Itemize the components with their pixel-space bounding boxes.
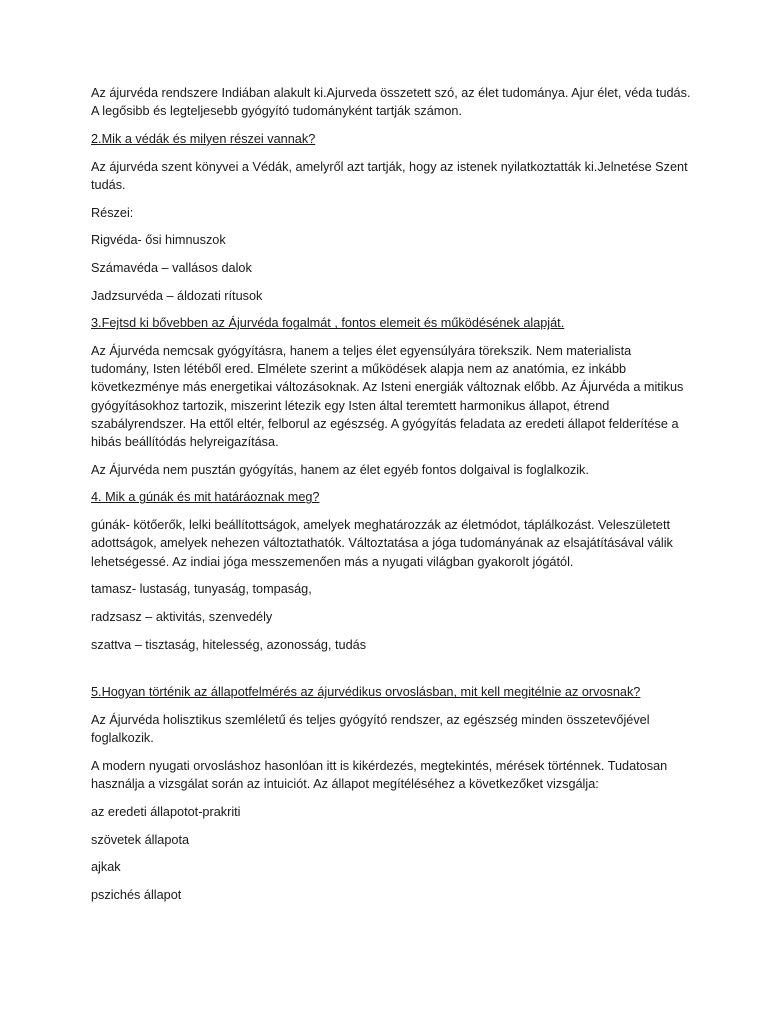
q4-list-item: szattva – tisztaság, hitelesség, azonosság, tudás <box>91 637 367 652</box>
q2-parts-label: Részei: <box>91 205 134 220</box>
q5-list-item: ajkak <box>91 860 121 875</box>
q2-list-item: Számavéda – vallásos dalok <box>91 260 252 275</box>
spacer <box>91 663 691 683</box>
q3-paragraph-1: Az Ájurvéda nemcsak gyógyításra, hanem a teljes élet egyensúlyára törekszik. Nem materialista tudomány, Isten létéből ered. Elmélete szerint a működések alapja nem az anatómia, ez inkább következménye más energetikai változásoknak. Az Isteni energiák változnak előbb. Az Ájurvéda a mitikus gyógyításokhoz tartozik, miszerint létezik egy Isten által teremtett harmonikus állapot, étrend szabályrendszer. Ha ettől eltér, felborul az egészség. A gyógyítás feladata az eredeti állapot felderítése a hibás beállítódás helyreigazítása. <box>91 344 684 450</box>
intro-paragraph: Az ájurvéda rendszere Indiában alakult ki.Ajurveda összetett szó, az élet tudománya. Ajur élet, véda tudás. A legősibb és legteljesebb gyógyító tudományként tartják számon. <box>91 86 691 119</box>
q4-paragraph: gúnák- kötőerők, lelki beállítottságok, amelyek meghatározzák az életmódot, táplálkozást. Veleszületett adottságok, amelyek nehezen változtathatók. Változtatása a jóga tudományának az elsajátításával válik lehetségessé. Az indiai jóga messzemenően más a nyugati világban gyakorolt jógától. <box>91 518 673 569</box>
q5-paragraph-2: A modern nyugati orvosláshoz hasonlóan itt is kikérdezés, megtekintés, mérések történnek. Tudatosan használja a vizsgálat során az intuiciót. Az állapot megítéléséhez a következőket vizsgálja: <box>91 758 668 792</box>
document-page <box>91 84 691 914</box>
q4-list-item: radzsasz – aktivitás, szenvedély <box>91 609 273 624</box>
question-2-heading: 2.Mik a védák és milyen részei vannak? <box>91 131 316 146</box>
q2-paragraph: Az ájurvéda szent könyvei a Védák, amelyről azt tartják, hogy az istenek nyilatkoztatták ki.Jelnetése Szent tudás. <box>91 159 688 192</box>
q3-paragraph-2: Az Ájurvéda nem pusztán gyógyítás, hanem az élet egyéb fontos dolgaival is foglalkozik. <box>91 462 589 477</box>
q5-list-item: az eredeti állapotot-prakriti <box>91 804 241 819</box>
question-3-heading: 3.Fejtsd ki bővebben az Ájurvéda fogalmát , fontos elemeit és működésének alapját. <box>91 316 565 331</box>
q2-list-item: Rigvéda- ősi himnuszok <box>91 233 226 248</box>
q4-list-item: tamasz- lustaság, tunyaság, tompaság, <box>91 582 312 597</box>
q5-paragraph-1: Az Ájurvéda holisztikus szemléletű és teljes gyógyító rendszer, az egészség minden összetevőjével foglalkozik. <box>91 713 650 746</box>
question-4-heading: 4. Mik a gúnák és mit határáoznak meg? <box>91 490 320 505</box>
q5-list-item: szövetek állapota <box>91 832 190 847</box>
question-5-heading: 5.Hogyan történik az állapotfelmérés az ájurvédikus orvoslásban, mit kell megitélnie az orvosnak? <box>91 685 641 700</box>
q5-list-item: pszichés állapot <box>91 888 182 902</box>
q2-list-item: Jadzsurvéda – áldozati rítusok <box>91 288 263 303</box>
